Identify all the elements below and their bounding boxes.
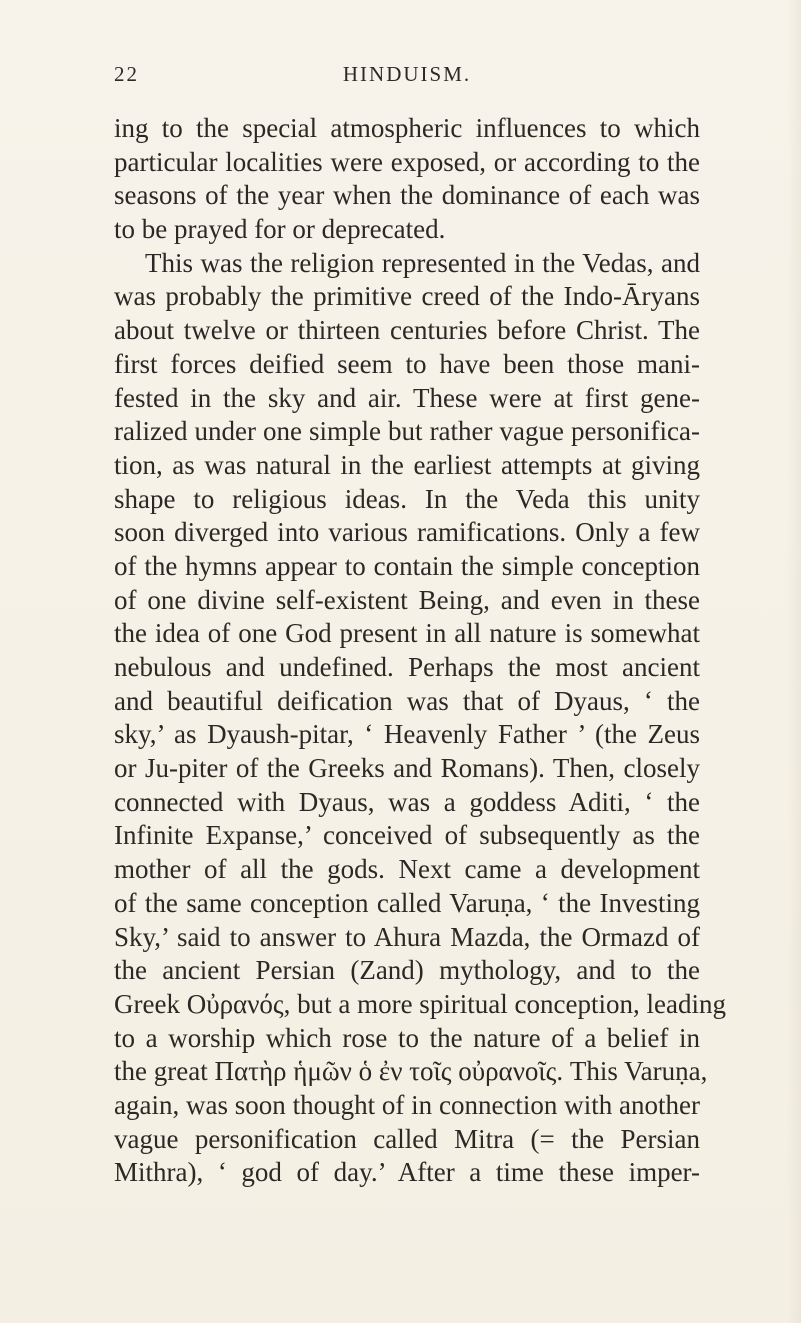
text-line: soon diverged into various ramifications. Only a few [114, 517, 700, 548]
text-line: of the same conception called Varuṇa, ‘ the Investing [114, 887, 700, 918]
text-line: connected with Dyaus, was a goddess Aditi, ‘ the [114, 786, 700, 817]
running-head: HINDUISM. [342, 62, 472, 86]
text-line: was probably the primitive creed of the Indo-Āryans [114, 281, 700, 312]
text-line: again, was soon thought of in connection with another [114, 1089, 700, 1120]
text-line: nebulous and undefined. Perhaps the most ancient [114, 652, 700, 682]
text-line: Greek Οὐρανός, but a more spiritual conception, leading [114, 988, 726, 1019]
text-line: of one divine self-existent Being, and even in these [114, 584, 700, 615]
text-line: This was the religion represented in the Vedas, and [145, 247, 700, 278]
text-line: of the hymns appear to contain the simple conception [114, 550, 700, 581]
text-line: about twelve or thirteen centuries before Christ. The [114, 315, 700, 346]
text-line: Mithra), ‘ god of day.’ After a time these imper- [114, 1157, 700, 1188]
text-line: Sky,’ said to answer to Ahura Mazda, the Ormazd of [114, 921, 700, 952]
text-line: particular localities were exposed, or according to the [114, 146, 700, 177]
text-line: tion, as was natural in the earliest attempts at giving [114, 449, 700, 480]
text-line: the idea of one God present in all nature is somewhat [114, 618, 700, 649]
text-line: seasons of the year when the dominance of each was [114, 180, 700, 211]
page-edge-shadow [787, 0, 801, 1323]
text-line: vague personification called Mitra (= the Persian [114, 1123, 700, 1154]
page-header [114, 62, 700, 92]
text-line: fested in the sky and air. These were at first gene- [114, 382, 700, 413]
text-line: or Ju-piter of the Greeks and Romans). Then, closely [114, 753, 700, 784]
body-text [114, 112, 726, 1190]
text-line: ralized under one simple but rather vague personifica- [114, 416, 700, 447]
text-line: mother of all the gods. Next came a development [114, 854, 700, 885]
text-line: ing to the special atmospheric influences to which [114, 113, 700, 143]
text-line: to a worship which rose to the nature of a belief in [114, 1022, 700, 1053]
text-line: sky,’ as Dyaush-pitar, ‘ Heavenly Father ’ (the Zeus [114, 719, 700, 750]
text-line: shape to religious ideas. In the Veda this unity [114, 483, 700, 514]
text-line: Infinite Expanse,’ conceived of subsequently as the [114, 820, 700, 851]
text-line: the ancient Persian (Zand) mythology, and to the [114, 955, 700, 986]
text-line: the great Πατὴρ ἡμῶν ὁ ἐν τοῖς οὐρανοῖς. This Varuṇa, [114, 1056, 708, 1087]
text-line: to be prayed for or deprecated. [114, 214, 446, 245]
text-line: first forces deified seem to have been those mani- [114, 348, 700, 379]
text-line: and beautiful deification was that of Dyaus, ‘ the [114, 685, 700, 716]
page-number: 22 [114, 62, 139, 86]
